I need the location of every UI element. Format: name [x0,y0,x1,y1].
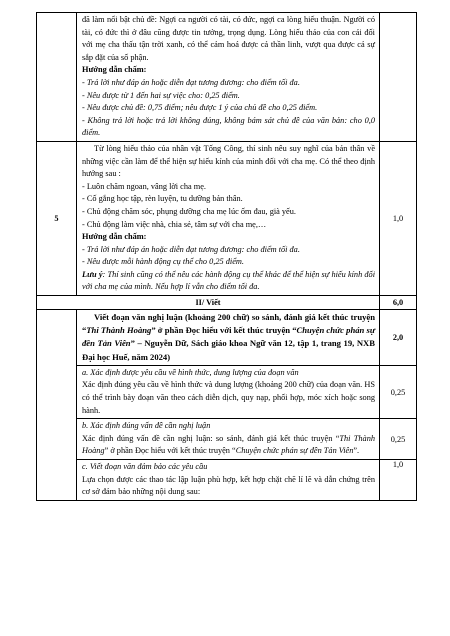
list-item: - Cố gắng học tập, rèn luyện, tu dưỡng bản thân. [82,194,243,204]
list-item: - Chủ động làm việc nhà, chia sẻ, tâm sự với cha mẹ,… [82,219,267,229]
grading-guide-line: - Nêu được từ 1 đến hai sự việc cho: 0,25 điểm. [82,90,240,100]
score-value: 0,25 [380,365,417,418]
criterion-cell [77,460,380,501]
grading-guide-line: - Không trả lời hoặc trả lời không đúng, không bám sát chủ đề của văn bản: cho 0,0 điểm. [82,115,375,138]
table-row [37,13,417,142]
criterion-body: Lựa chọn được các thao tác lập luận phù hợp, kết hợp chặt chẽ lí lẽ và dẫn chứng trên cơ sở đảm bảo những nội dung sau: [82,474,375,497]
section-title: II/ Viết [37,296,380,310]
answer-text: Từ lòng hiếu thảo của nhân vật Tống Công, thí sinh nêu suy nghĩ của bản thân về những việc cần làm để thể hiện sự hiếu kính của mình đối với cha mẹ. Có thể theo định hướng sau : [82,143,375,179]
criterion-heading: a. Xác định được yêu cầu về hình thức, dung lượng của đoạn văn [82,367,299,377]
writing-task-text: Viết đoạn văn nghị luận (khoảng 200 chữ) so sánh, đánh giá kết thúc truyện “Thi Thành Hoàng” ở phần Đọc hiểu với kết thúc truyện “Chuyện chức phán sự đền Tản Viên” – Nguyễn Dữ, Sách giáo khoa Ngữ văn 12, tập 1, trang 19, NXB Đại học Huế, năm 2024) [82,312,375,362]
score-cell [380,13,417,142]
note-text [82,269,375,294]
answer-text: đã làm nổi bật chủ đề: Ngợi ca người có tài, có đức, ngợi ca lòng hiếu thuận. Người có tài, có đức thì ở đâu cũng được tin tưởng, trọng dụng. Lòng hiếu thảo của con cái đối với mẹ cha thấu tận trời xanh, có thể cảm hoá được cả thần linh, vượt qua được cả sự sắp đặt của số phận. [82,15,375,62]
section-score: 6,0 [380,296,417,310]
score-value: 2,0 [380,310,417,366]
score-value: 1,0 [380,141,417,295]
note-body: : Thí sinh cũng có thể nêu các hành động cụ thể khác để thể hiện sự hiếu kính đối với cha mẹ của mình. Nếu hợp lí vẫn cho điểm tối đa. [82,269,375,292]
criterion-cell [77,419,380,460]
score-value: 1,0 [380,460,417,501]
grading-guide-line: - Nêu được chủ đề: 0,75 điểm; nêu được 1 ý của chủ đề cho 0,25 điểm. [82,103,318,113]
table-row [37,365,417,418]
answer-cell [77,141,380,295]
grading-guide-line: - Nêu được mỗi hành động cụ thể cho 0,25 điểm. [82,257,244,267]
table-row [37,419,417,460]
grading-guide-title: Hướng dẫn chấm: [82,232,147,242]
table-row [37,460,417,501]
story-title: Thi Thành Hoàng [82,433,376,456]
answer-cell [77,13,380,142]
number-cell [37,310,77,501]
list-item: - Luôn chăm ngoan, vâng lời cha mẹ. [82,181,206,191]
criterion-body: Xác định đúng vấn đề cần nghị luận: so sánh, đánh giá kết thúc truyện “Thi Thành Hoàng” ở phần Đọc hiểu với kết thúc truyện “Chuyện chức phán sự đền Tản Viên”. [82,433,376,456]
grading-guide-title: Hướng dẫn chấm: [82,65,147,75]
grading-guide-line: - Trả lời như đáp án hoặc diễn đạt tương đương: cho điểm tối đa. [82,244,300,254]
score-value: 0,25 [380,419,417,460]
question-number: 5 [37,141,77,295]
story-title: Chuyện chức phán sự đền Tản Viên [235,446,354,456]
criterion-heading: c. Viết đoạn văn đảm bảo các yêu cầu [82,462,208,472]
task-cell [77,310,380,366]
section-row [37,296,417,310]
criterion-heading: b. Xác định đúng vấn đề cần nghị luận [82,421,211,431]
story-title: Thi Thành Hoàng [86,325,152,336]
criterion-cell [77,365,380,418]
table-row [37,310,417,366]
criterion-body: Xác định đúng yêu cầu về hình thức và dung lượng (khoảng 200 chữ) của đoạn văn. HS có thể trình bày đoạn văn theo cách diễn dịch, quy nạp, phối hợp, móc xích hoặc song hành. [82,380,375,415]
grading-table [36,12,417,501]
grading-guide-line: - Trả lời như đáp án hoặc diễn đạt tương đương: cho điểm tối đa. [82,77,300,87]
story-title: Chuyện chức phán sự đền Tản Viên [82,325,375,349]
number-cell [37,13,77,142]
table-row [37,141,417,295]
note-label: Lưu ý [82,269,103,279]
list-item: - Chủ động chăm sóc, phụng dưỡng cha mẹ lúc ốm đau, già yếu. [82,206,296,216]
